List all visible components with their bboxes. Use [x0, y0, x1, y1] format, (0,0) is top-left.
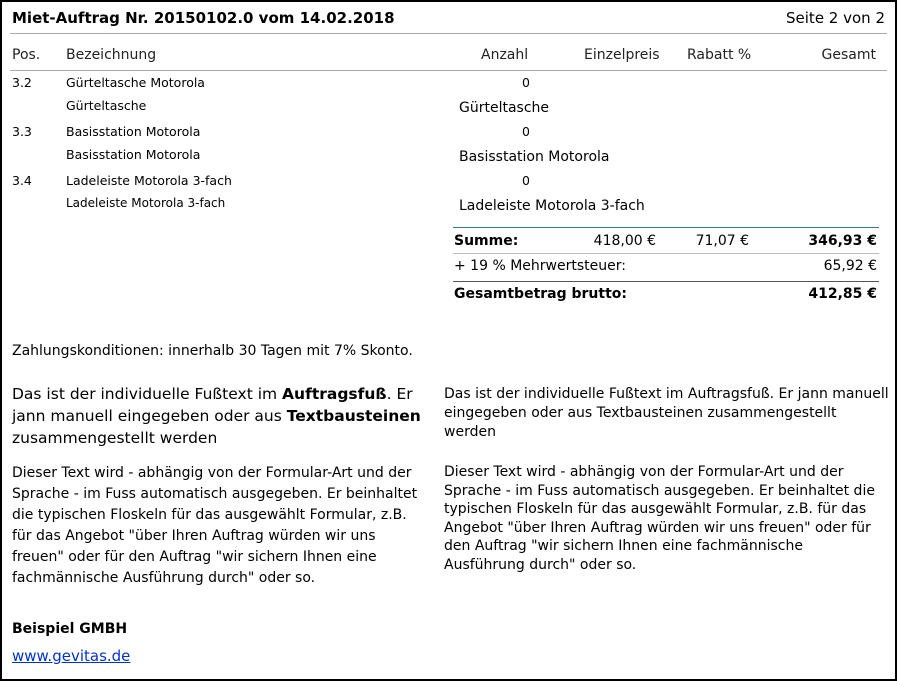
- item-pos: 3.4: [12, 173, 32, 188]
- auto-text-left: Dieser Text wird - abhängig von der Formular-Art und der Sprache - im Fuss automatisch ausgegeben. Er beinhaltet die typischen Floskeln für das ausgewählt Formular, z.B. für das Angebot "über Ihren Auftrag würden wir uns freuen" oder für den Auftrag "wir sichern Ihnen eine fachmännische Ausführung durch" oder so.: [12, 465, 418, 586]
- mwst-value: 65,92 €: [823, 258, 877, 274]
- item-desc: Basisstation Motorola: [459, 149, 610, 165]
- footer-text-left: [12, 383, 437, 449]
- item-desc: Gürteltasche: [459, 100, 550, 116]
- company-name: Beispiel GMBH: [12, 621, 128, 637]
- col-anzahl-header: Anzahl: [481, 47, 529, 63]
- mwst-label: + 19 % Mehrwertsteuer:: [454, 258, 626, 274]
- item-anzahl: 0: [522, 173, 530, 188]
- summe-einzelpreis: 418,00 €: [593, 233, 656, 249]
- footer-text-part: . Er jann manuell eingegeben oder aus: [12, 385, 413, 425]
- item-sub: Basisstation Motorola: [66, 147, 201, 162]
- item-anzahl: 0: [522, 75, 530, 90]
- totals-bottom-rule: [453, 281, 879, 282]
- company-website-link[interactable]: www.gevitas.de: [12, 647, 131, 665]
- item-name: Ladeleiste Motorola 3-fach: [66, 173, 232, 188]
- summe-label: Summe:: [454, 233, 519, 249]
- col-pos-header: Pos.: [12, 47, 41, 63]
- col-einzelpreis-header: Einzelpreis: [584, 47, 660, 63]
- footer-text-bold: Auftragsfuß: [282, 385, 387, 403]
- item-sub: Ladeleiste Motorola 3-fach: [66, 196, 226, 210]
- col-rabatt-header: Rabatt %: [687, 47, 752, 63]
- item-desc: Ladeleiste Motorola 3-fach: [459, 198, 645, 214]
- footer-text-part: Das ist der individuelle Fußtext im: [12, 385, 283, 403]
- payment-terms: Zahlungskonditionen: innerhalb 30 Tagen mit 7% Skonto.: [12, 343, 413, 359]
- item-anzahl: 0: [522, 124, 530, 139]
- item-pos: 3.3: [12, 124, 32, 139]
- item-name: Gürteltasche Motorola: [66, 75, 205, 90]
- summe-gesamt: 346,93 €: [808, 233, 877, 249]
- footer-text-part: zusammengestellt werden: [12, 429, 218, 447]
- item-sub: Gürteltasche: [66, 98, 147, 113]
- item-pos: 3.2: [12, 75, 32, 90]
- summe-rabatt: 71,07 €: [695, 233, 749, 249]
- col-gesamt-header: Gesamt: [821, 47, 876, 63]
- col-bezeichnung-header: Bezeichnung: [66, 47, 157, 63]
- totals-mid-rule: [453, 253, 879, 254]
- footer-text-bold: Textbausteinen: [286, 407, 421, 425]
- table-header-divider: [10, 70, 887, 71]
- totals-top-rule: [453, 227, 879, 228]
- auto-text-right: Dieser Text wird - abhängig von der Formular-Art und der Sprache - im Fuss automatisch ausgegeben. Er beinhaltet die typischen Floskeln für das ausgewählt Formular, z.B. für das Angebot "über Ihren Auftrag würden wir uns freuen" oder für den Auftrag "wir sichern Ihnen eine fachmännische Ausführung durch" oder so.: [444, 464, 875, 573]
- footer-text-right: Das ist der individuelle Fußtext im Auftragsfuß. Er jann manuell eingegeben oder aus Textbausteinen zusammengestellt werden: [444, 386, 889, 440]
- item-name: Basisstation Motorola: [66, 124, 201, 139]
- brutto-value: 412,85 €: [808, 286, 877, 302]
- document-title: Miet-Auftrag Nr. 20150102.0 vom 14.02.2018: [12, 9, 395, 27]
- header-divider: [10, 33, 887, 34]
- brutto-label: Gesamtbetrag brutto:: [454, 286, 627, 302]
- page-number: Seite 2 von 2: [786, 9, 885, 27]
